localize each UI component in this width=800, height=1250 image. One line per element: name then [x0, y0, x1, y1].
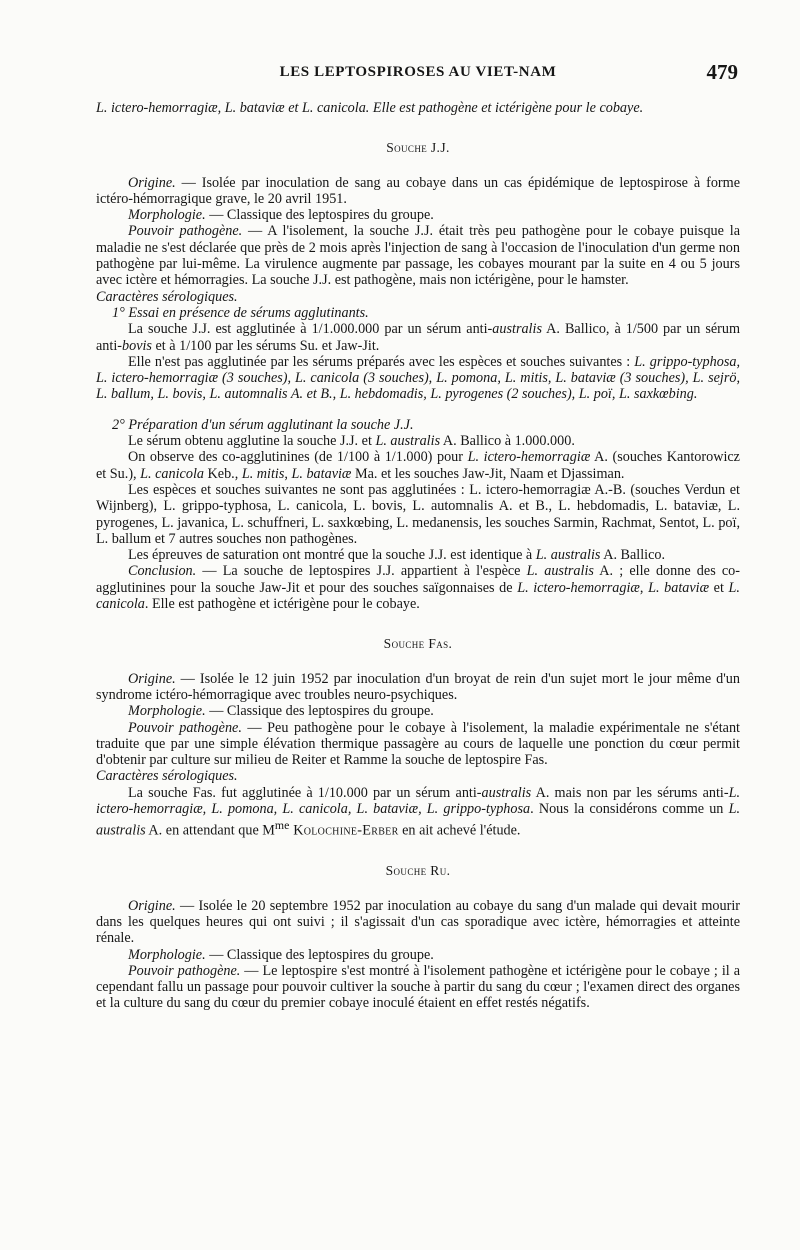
- origine-text: — Isolée par inoculation de sang au cobaye dans un cas épidémique de leptospirose à forme ictéro-hémorragique grave, le 20 avril 1951.: [96, 174, 740, 207]
- section-title-text: Souche J.J.: [386, 140, 450, 156]
- origine-label: Origine.: [128, 670, 176, 687]
- text-span: Les épreuves de saturation ont montré que la souche J.J. est identique à: [128, 547, 536, 564]
- caracteres-heading: Caractères sérologiques.: [96, 768, 238, 785]
- species-name: L. canicola: [96, 579, 740, 613]
- text-span: Keb.,: [203, 465, 242, 482]
- conclusion-label: Conclusion.: [128, 563, 197, 580]
- species-list: L. ictero-hemorragiæ, L. pomona, L. canicola, L. bataviæ, L. grippo-typhosa: [96, 784, 741, 817]
- page-header: [96, 60, 740, 88]
- author-name: Kolochine-Erber: [289, 823, 399, 840]
- pouvoir-text: — Le leptospire s'est montré à l'isolement pathogène et ictérigène pour le cobaye ; il a cependant fallu un passage pour pouvoir cultiver la souche à partir du sang du cœur ; l'examen direct des organes et la culture du sang du cœur du premier cobaye inoculé étaient en effet restés négatifs.: [96, 962, 740, 1012]
- text-span: A. (souches Kantorowicz et Su.),: [96, 449, 740, 482]
- text-span: — La souche de leptospires J.J. appartient à l'espèce: [196, 563, 527, 580]
- morphologie-label: Morphologie.: [128, 946, 206, 963]
- article-body: [96, 100, 740, 1012]
- text-span: Elle n'est pas agglutinée par les sérums préparés avec les espèces et souches suivantes :: [128, 353, 631, 370]
- text-span: On observe des co-agglutinines (de 1/100 à 1/1.000) pour: [128, 449, 468, 466]
- section-title-souche-fas: [96, 636, 740, 652]
- origine-text: — Isolée le 12 juin 1952 par inoculation d'un broyat de rein d'un sujet mort le jour même d'un syndrome ictéro-hémorragique avec troubles neuro-psychiques.: [96, 670, 740, 703]
- subheading-preparation: [96, 417, 740, 433]
- section-title-souche-ru: [96, 863, 740, 879]
- species-name: L. ictero-hemorragiæ: [467, 449, 591, 466]
- text-span: . Elle est pathogène et ictérigène pour le cobaye.: [144, 596, 420, 613]
- text-span: A. Ballico à 1.000.000.: [440, 433, 575, 450]
- morphologie-paragraph: [96, 703, 740, 719]
- text-span: . Nous la considérons comme un: [530, 800, 729, 817]
- running-title: LES LEPTOSPIROSES AU VIET-NAM: [279, 64, 557, 80]
- text-span: Le sérum obtenu agglutine la souche J.J. et: [128, 433, 376, 450]
- morphologie-text: — Classique des leptospires du groupe.: [205, 703, 434, 720]
- pouvoir-label: Pouvoir pathogène.: [128, 719, 242, 736]
- species-name: L. canicola: [140, 465, 204, 482]
- morphologie-text: — Classique des leptospires du groupe.: [205, 946, 434, 963]
- species-name: L. bataviæ: [291, 465, 352, 482]
- subheading-essai-text: 1° Essai en présence de sérums agglutinants.: [112, 304, 369, 321]
- species-name: L. ictero-hemorragiæ: [517, 579, 640, 596]
- caracteres-heading: Caractères sérologiques.: [96, 288, 238, 305]
- subheading-essai: [96, 305, 740, 321]
- superscript: me: [274, 818, 290, 833]
- pouvoir-label: Pouvoir pathogène.: [128, 962, 241, 979]
- text-span: A. en attendant que M: [145, 823, 275, 840]
- fas-serology-paragraph: [96, 785, 740, 840]
- pouvoir-text: — A l'isolement, la souche J.J. était très peu pathogène pour le cobaye puisque la maladie ne s'est déclarée que près de 2 mois après l'injection de sang à l'occasion de l'inoculation d'un germe non pathogène par lui-même. La virulence augmente par passage, les cobayes mourant par la suite en 4 ou 5 jours avec ictère et hémorragies. La souche J.J. est pathogène, mais non ictérigène, pour le hamster.: [96, 223, 740, 289]
- text-span: La souche Fas. fut agglutinée à 1/10.000 par un sérum anti-: [128, 784, 482, 801]
- species-list: L. grippo-typhosa, L. ictero-hemorragiæ (3 souches), L. canicola (3 souches), L. pomona, L. mitis, L. bataviæ (3 souches), L. sejrö, L. ballum, L. bovis, L. automnalis A. et B., L. hebdomadis, L. pyrogenes (2 souches), L. poï, L. saxkœbing.: [96, 353, 740, 403]
- pouvoir-label: Pouvoir pathogène.: [128, 223, 243, 240]
- text-span: et: [709, 579, 729, 596]
- agglutination-paragraph: [96, 321, 740, 354]
- species-name: L. bataviæ: [648, 579, 710, 596]
- morphologie-paragraph: [96, 207, 740, 223]
- text-span: ,: [639, 579, 649, 596]
- section-title-souche-jj: [96, 140, 740, 156]
- text-span: ,: [284, 465, 292, 482]
- text-span: La souche J.J. est agglutinée à 1/1.000.000 par un sérum anti-: [128, 321, 493, 338]
- text-span: A. Ballico.: [600, 547, 666, 564]
- species-name: L. mitis: [241, 465, 285, 482]
- text-span: A. Ballico, à 1/500 par un sérum anti-: [96, 321, 741, 354]
- origine-label: Origine.: [128, 897, 176, 914]
- species-name: australis: [481, 784, 532, 801]
- pouvoir-text: — Peu pathogène pour le cobaye à l'isolement, la maladie expérimentale ne s'étant traduite que par une simple élévation thermique passagère au cours de laquelle une ponction du cœur permit d'obtenir par culture sur milieu de Reiter et Ramme la souche de leptospire Fas.: [96, 719, 740, 769]
- section-title-text: Souche Fas.: [383, 636, 453, 652]
- text-span: en ait achevé l'étude.: [398, 823, 521, 840]
- species-name: bovis: [122, 337, 152, 354]
- page-number: 479: [706, 60, 738, 84]
- pouvoir-paragraph: [96, 223, 740, 288]
- morphologie-label: Morphologie.: [128, 207, 206, 224]
- origine-label: Origine.: [128, 174, 176, 191]
- text-span: A. ; elle donne des co-agglutinines pour la souche Jaw-Jit et pour des souches saïgonnaises de: [96, 563, 740, 596]
- origine-paragraph: [96, 671, 740, 704]
- serum-paragraph: [96, 433, 740, 449]
- non-agglutination-paragraph: [96, 354, 740, 403]
- text-span: A. mais non par les sérums anti-: [531, 784, 729, 801]
- text-span: et à 1/100 par les sérums Su. et Jaw-Jit.: [151, 337, 380, 354]
- species-name: L. australis: [96, 800, 740, 840]
- saturation-paragraph: [96, 547, 740, 563]
- morphologie-label: Morphologie.: [128, 703, 206, 720]
- coagglutinines-paragraph: [96, 449, 740, 482]
- morphologie-text: — Classique des leptospires du groupe.: [205, 207, 434, 224]
- paragraph-continued: [96, 100, 740, 116]
- text-span: Ma. et les souches Jaw-Jit, Naam et Djassiman.: [351, 465, 625, 482]
- pouvoir-paragraph: [96, 963, 740, 1012]
- origine-paragraph: [96, 898, 740, 947]
- species-name: L. australis: [526, 563, 594, 580]
- section-title-text: Souche Ru.: [385, 863, 451, 879]
- especes-paragraph: Les espèces et souches suivantes ne sont pas agglutinées : L. ictero-hemorragiæ A.-B. (souches Verdun et Wijnberg), L. grippo-typhosa, L. canicola, L. bovis, L. automnalis A. et B., L. hebdomadis, L. bataviæ, L. pyrogenes, L. javanica, L. schuffneri, L. saxkœbing, L. medanensis, les souches Sarmin, Rachmat, Sentot, L. poï, L. ballum et 7 autres souches non pathogènes.: [96, 481, 740, 547]
- morphologie-paragraph: [96, 947, 740, 963]
- origine-paragraph: [96, 175, 740, 208]
- subheading-preparation-text: 2° Préparation d'un sérum agglutinant la souche J.J.: [112, 416, 414, 433]
- conclusion-paragraph: [96, 563, 740, 612]
- species-name: L. australis: [375, 433, 441, 450]
- species-name: L. australis: [535, 547, 601, 564]
- species-name: australis: [492, 321, 542, 338]
- paragraph-continued-text: L. ictero-hemorragiæ, L. bataviæ et L. canicola. Elle est pathogène et ictérigène pour le cobaye.: [96, 100, 644, 116]
- pouvoir-paragraph: [96, 720, 740, 769]
- origine-text: — Isolée le 20 septembre 1952 par inoculation au cobaye du sang d'un malade qui devait mourir dans les quelques heures qui ont suivi ; il s'agissait d'un cas sporadique avec ictère, hémorragies et atteinte rénale.: [96, 897, 740, 947]
